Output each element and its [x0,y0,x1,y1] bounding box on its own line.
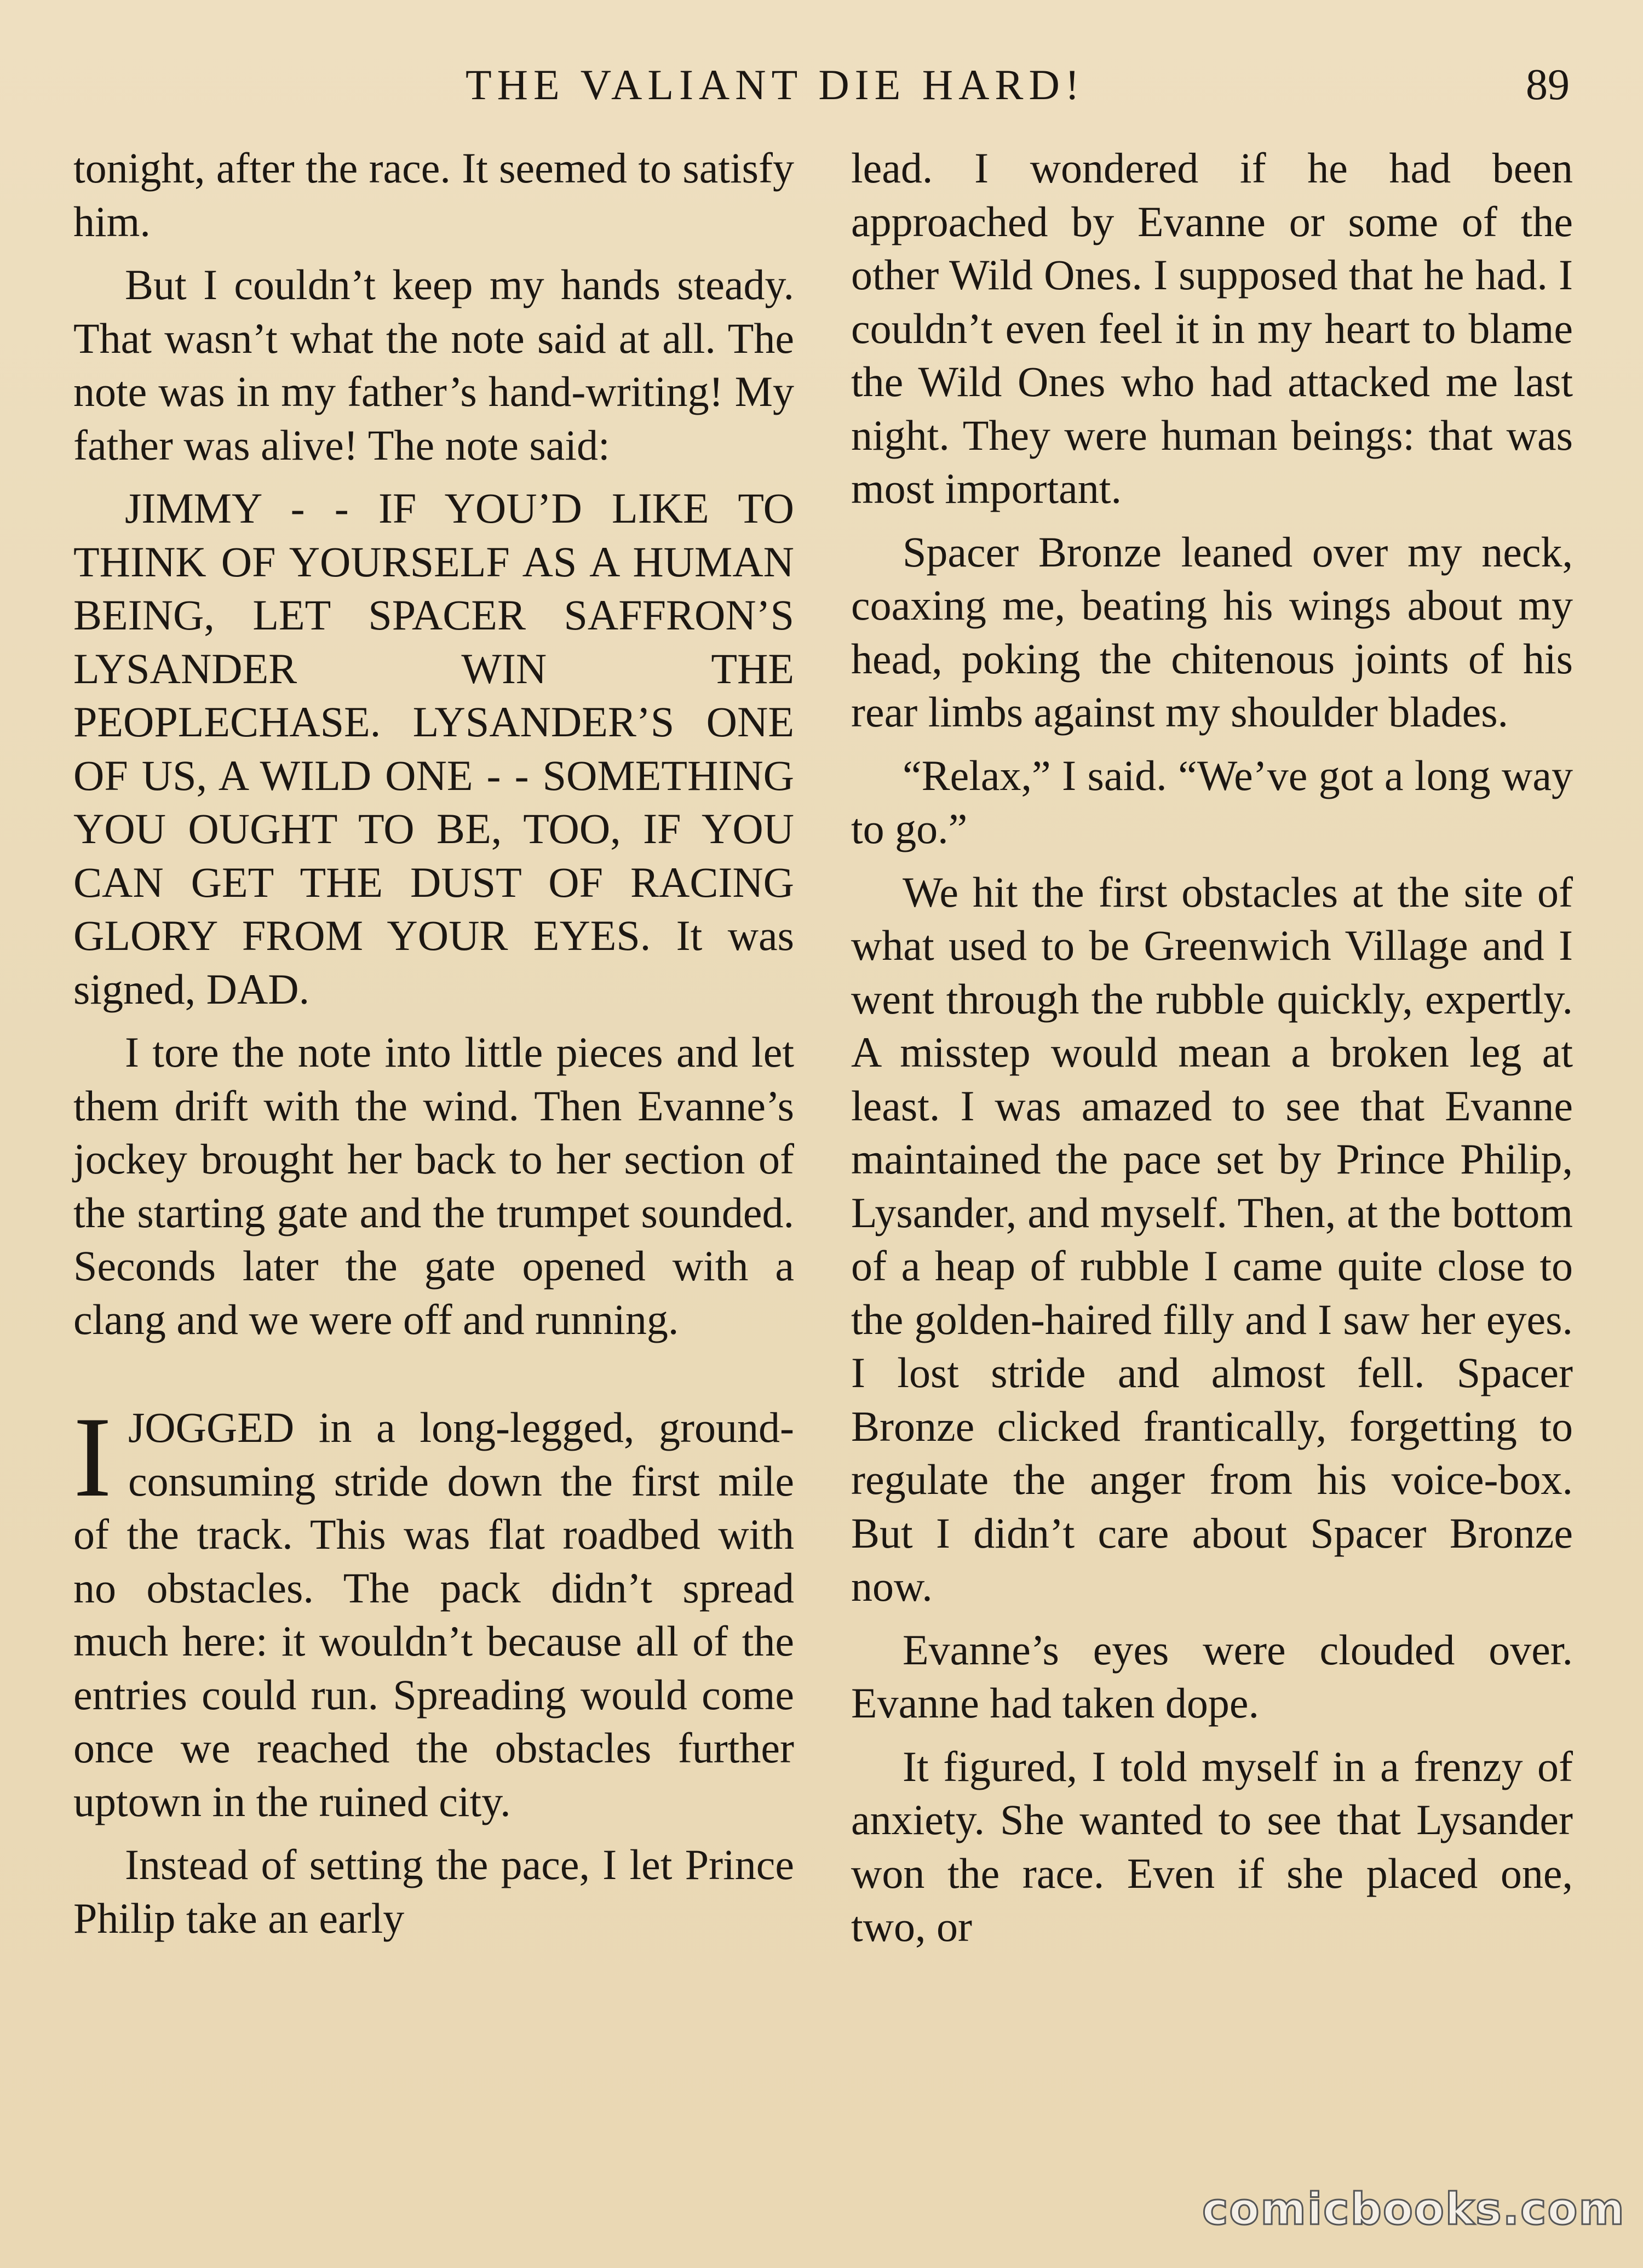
paragraph: We hit the first obstacles at the site of what used to be Greenwich Village and I went through the rubble quickly, expertly. A misstep would mean a broken leg at least. I was amazed to see that Evanne maintained the pace set by Prince Philip, Lysander, and myself. Then, at the bottom of a heap of rubble I came quite close to the golden-haired filly and I saw her eyes. I lost stride and almost fell. Spacer Bronze clicked frantically, forgetting to regulate the anger from his voice-box. But I didn’t care about Spacer Bronze now. [851,868,1573,1610]
watermark: comicbooks.com [1202,2184,1625,2235]
drop-cap: I [73,1394,112,1521]
running-title: THE VALIANT DIE HARD! [466,61,1085,108]
paragraph: Instead of setting the pace, I let Prince Philip take an early [73,1841,794,1942]
page-number: 89 [1526,61,1570,109]
note-paragraph: JIMMY - - IF YOU’D LIKE TO THINK OF YOURSELF AS A HUMAN BEING, LET SPACER SAFFRON’S LYSANDER WIN THE PEOPLECHASE. LYSANDER’S ONE OF US, A WILD ONE - - SOMETHING YOU OUGHT TO BE, TOO, IF YOU CAN GET THE DUST OF RACING GLORY FROM YOUR EYES. It was signed, DAD. [73,484,794,1013]
paragraph: But I couldn’t keep my hands steady. That wasn’t what the note said at all. The note was in my father’s hand-writing! My father was alive! The note said: [73,261,794,469]
paragraph: It figured, I told myself in a frenzy of anxiety. She wanted to see that Lysander won the race. Even if she placed one, two, or [851,1742,1573,1950]
paragraph: I tore the note into little pieces and let them drift with the wind. Then Evanne’s jockey brought her back to her section of the starting gate and the trumpet sounded. Seconds later the gate opened with a clang and we were off and running. [73,1028,794,1343]
paragraph: lead. I wondered if he had been approached by Evanne or some of the other Wild Ones. I supposed that he had. I couldn’t even feel it in my heart to blame the Wild Ones who had attacked me last night. They were human beings: that was most important. [851,144,1573,512]
section-text: JOGGED in a long-legged, ground-consuming stride down the first mile of the track. This was flat roadbed with no obstacles. The pack didn’t spread much here: it wouldn’t because all of the entries could run. Spreading would come once we reached the obstacles further uptown in the ruined city. [73,1404,794,1825]
right-column [851,141,1573,1963]
section-start-paragraph [73,1394,794,1828]
paragraph: tonight, after the race. It seemed to satisfy him. [73,144,794,245]
paragraph: Evanne’s eyes were clouded over. Evanne had taken dope. [851,1625,1573,1727]
left-column [73,141,794,1955]
paragraph: Spacer Bronze leaned over my neck, coaxing me, beating his wings about my head, poking the chitenous joints of his rear limbs against my shoulder blades. [851,528,1573,736]
paragraph: “Relax,” I said. “We’ve got a long way to go.” [851,751,1573,852]
page-header [0,55,1643,115]
